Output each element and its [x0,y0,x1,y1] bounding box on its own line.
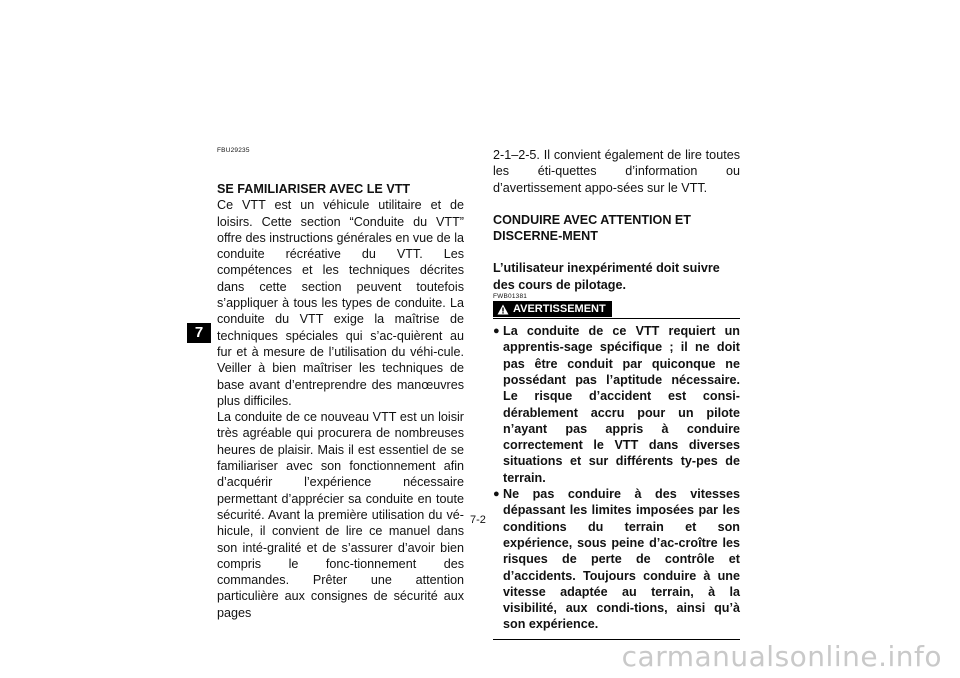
bullet-icon: ● [493,488,500,501]
section-heading: SE FAMILIARISER AVEC LE VTT [217,182,411,196]
warning-label-box [493,301,612,317]
warning-triangle-icon [497,304,509,315]
left-column [217,147,464,621]
warning-bullet [493,486,740,633]
intro-paragraph: Ce VTT est un véhicule utilitaire et de loisirs. Cette section “Conduite du VTT” offre des instructions générales en vue de la conduite récréative du VTT. Les compétences et les techniques décrites dans cette section peuvent toutefois s’appliquer à tous les types de conduite. La conduite du VTT exige la maîtrise de techniques spéciales qui s’ac-quièrent au fur et à mesure de l’utilisation du véhi-cule. Veiller à bien maîtriser les techniques de base avant d’entreprendre des manœuvres plus difficiles. [217,198,464,408]
warning-code: FWB01381 [493,293,528,301]
warning-rule [493,318,740,319]
section-code: FBU29235 [217,147,250,154]
chapter-tab: 7 [187,323,211,343]
watermark: carmanualsonline.info [621,640,942,673]
warning-bullet-text: Ne pas conduire à des vitesses dépassant les limites imposées par les conditions du terrain et son expérience, sous peine d’ac-croître les risques de perte de contrôle et d’accidents. Toujours conduire à une vitesse adaptée au terrain, à la visibilité, aux condi-tions, ainsi qu’à son expérience. [503,487,740,632]
page-number: 7-2 [470,514,486,526]
continued-paragraph: 2-1–2-5. Il convient également de lire toutes les éti-quettes d’information ou d’avertissement appo-sées sur le VTT. [493,148,740,195]
warning-header [493,301,740,323]
warning-bullet [493,323,740,486]
section-heading-2: CONDUIRE AVEC ATTENTION ET DISCERNE-MENT [493,212,691,244]
warning-bullet-text: La conduite de ce VTT requiert un apprentis-sage spécifique ; il ne doit pas être conduit par quiconque ne possédant pas l’aptitude nécessaire. Le risque d’accident est consi-dérablement accru pour un pilote n’ayant pas appris à conduire correctement le VTT dans diverses situations et sur différents ty-pes de terrain. [503,324,740,485]
warning-label: AVERTISSEMENT [513,303,606,316]
subheading: L’utilisateur inexpérimenté doit suivre des cours de pilotage. [493,261,720,292]
right-column [493,147,740,640]
familiarization-paragraph: La conduite de ce nouveau VTT est un loisir très agréable qui procurera de nombreuses heures de plaisir. Mais il est essentiel de se familiariser avec son fonctionnement afin d’acquérir l’expérience nécessaire permettant d’apprécier sa conduite en toute sécurité. Avant la première utilisation du vé-hicule, il convient de lire ce manuel dans son inté-gralité et de s’assurer d’avoir bien compris le fonc-tionnement des commandes. Prêter une attention particulière aux consignes de sécurité aux pages [217,410,464,620]
bullet-icon: ● [493,325,500,338]
